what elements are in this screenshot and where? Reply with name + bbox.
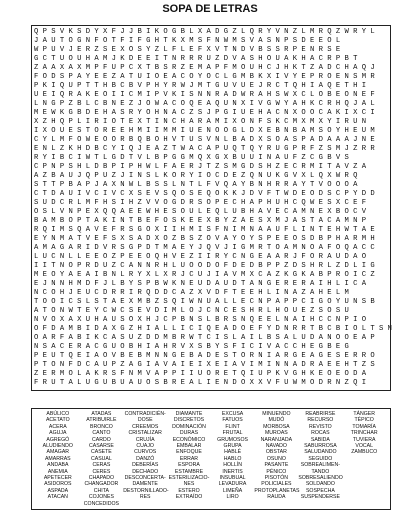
grid-row: M E O Y A E A I B N L R Y X L X R J C U J I A V M X C A Z K G K A B P R O I C Z (34, 271, 375, 279)
grid-row: W P U V J E R Z S E X O S Y Z L F L E F X V T N D V B S S R P E N R S E (34, 46, 341, 54)
word-item: FRUTAL (222, 430, 243, 437)
word-item: DANZÓ (136, 455, 155, 462)
grid-row: E Y N M A T V E F S X S A D X O Z B S Z O V A Y O Y S P E E O S D B P H A R M H (34, 235, 375, 243)
word-item: LEVADURA (218, 481, 247, 488)
word-item: ATRIBUIRLE (86, 417, 117, 424)
word-item: DESCONCERTA- (124, 475, 166, 482)
grid-row: A Z B A U J Q P U Z J I N S L K O R Y I O C D E Z Q N U K G V X L Q X W R Q (34, 172, 358, 180)
word-item: FLINT (225, 423, 240, 430)
word-item: TRINCHAR (350, 430, 378, 437)
word-item: ASPADA (47, 487, 69, 494)
grid-row: N V O X A X U H A U S O X H J C P B N S L B R S N Q E E L N A I H C C N P I O (34, 316, 367, 324)
word-item: AMARRAS (44, 455, 71, 462)
word-item: RES (139, 494, 151, 501)
grid-row: Q P S V K S D Y X F J J B I K O G B L X A D G Z L Q R Y V N Z L M R Q Z W R Y L (34, 28, 375, 36)
word-item: REVISTO (309, 423, 332, 430)
word-item: CHITA (93, 487, 109, 494)
word-column (254, 411, 298, 507)
word-item: CONTRADICIÉN- (124, 411, 166, 417)
word-column (342, 411, 386, 507)
word-item: ACERA (48, 423, 67, 430)
word-item: ANDABA (47, 462, 69, 469)
word-item: SOBRESALIENDO (298, 475, 343, 482)
grid-row: F O D S P A Y E E Z A T U I O E A C O Y O C L G M B K X I V Y E P R O E N S M R (34, 73, 375, 81)
word-item: PASANTE (264, 462, 289, 469)
word-item: CUAJO (136, 443, 154, 450)
word-item: FATUOS (222, 417, 243, 424)
word-item: SUSPENDERSE (300, 494, 340, 501)
word-item: TÉPICO (354, 417, 374, 424)
word-item: SOLDANDO (305, 481, 335, 488)
word-item: SABURROSA (304, 443, 337, 450)
word-item: COJONES (88, 494, 114, 501)
word-item: NARANJADA (260, 436, 293, 443)
grid-row: Z E R M O L A K R S F N M V A P P I I U O R E T Q I U P K V G H K E O E O D A (34, 370, 367, 378)
word-item: PROTOPLANETAS (254, 487, 300, 494)
word-item: OBSTAR (265, 449, 287, 456)
word-item: CRUJÍA (135, 436, 155, 443)
word-item: LIRO (226, 494, 239, 501)
word-item: AMAGAR (46, 449, 70, 456)
grid-row: U E I Q R A K E O I I C M I P V K I S N N R A D W R A H S W X C L O B E O N E F (34, 91, 375, 99)
word-item: CANTO (92, 430, 111, 437)
word-item: EMBALAR (176, 443, 202, 450)
grid-row: B A M B O P T A K I N T B E F O S K E E X B Y Z A E S X M J A S T A C A M N P (34, 217, 367, 225)
word-item: AGUJA (49, 430, 67, 437)
grid-row: G C T U O U H A M J K D E E I T N R R R U Z D V A S H O U A K H A C R P B T (34, 55, 358, 63)
word-item: MINUENDO (262, 411, 291, 417)
word-item: HABLÉ (224, 449, 242, 456)
word-item: CERAS (92, 462, 111, 469)
word-item: DECHADO (132, 468, 159, 475)
word-item: AGREGÓ (46, 436, 70, 443)
grid-row: O F D A M B I D A X G Z H I A L L I C I Q E A D O E F Y D N R R T B C B I O L T S N (34, 325, 392, 333)
word-item: NES (183, 481, 195, 488)
word-column (211, 411, 255, 507)
word-item: RECURSO (307, 417, 334, 424)
grid-row: R Y I B C I W T L G D T V L B P G G M Q X G X B U U I N A U F Z C G B V S (34, 154, 349, 162)
grid-row: M E W K G B D E H A S R Y O H N A C Z S J P G I U E H A C N X O O C A K I X C I (34, 109, 375, 117)
word-item: ANEMIA (47, 468, 68, 475)
word-item: INSUBUAL (219, 475, 246, 482)
word-item: HOLLÍN (223, 462, 242, 469)
word-item: CASETE (91, 449, 112, 456)
word-item: ERRAR (179, 455, 199, 462)
word-item: SOSPECHA (305, 487, 335, 494)
grid-row: O S L V N P E X Q Q A E E W H E S O U L E Q L U B H A V E C A M N E X B O C V (34, 208, 367, 216)
word-item: RAUDA (267, 494, 286, 501)
word-item: BRONCO (90, 423, 113, 430)
word-item: INERTIS (222, 468, 243, 475)
grid-row: R Q I M S Q A V E F R S G O X I I H M I S F N I M N A A U F L I N T E H W T A E (34, 226, 375, 234)
word-item: HABLO (223, 455, 242, 462)
grid-row: P E U T Q E I A O V B E B M N N G E B A D E S T O R N I A R G E A G E S E R R O (34, 352, 375, 360)
word-item: DEBERÍAS (132, 462, 159, 469)
grid-row: S U D C R L M F H S I H Z V V O G D R S O P E C H A P H U H C Q W E S X C E F (34, 199, 367, 207)
word-item: ALUDIENDO (42, 443, 73, 450)
word-item: CASARSE (88, 443, 114, 450)
word-item: CARDO (92, 436, 111, 443)
word-column (80, 411, 124, 507)
grid-row: E N L Z K H D B C Y I Q J E A Z T W A C A P U Q T Q Y R U G P R F Z S M J Z R R (34, 145, 375, 153)
word-item: ROCAS (311, 430, 330, 437)
word-item: GRUMOSOS (217, 436, 248, 443)
letter-grid (31, 25, 391, 391)
word-column (298, 411, 342, 507)
word-item: EXCUSA (221, 411, 244, 417)
word-column (36, 411, 80, 507)
word-item: SOBREALIMEN- (300, 462, 340, 469)
grid-row: O A R F A B I K C A S U Z D D M B R W T C I S L A I L B S A L U D A N O O E A P (34, 334, 375, 342)
word-item: PISOTÓN (264, 475, 289, 482)
word-item: CERES (92, 468, 111, 475)
grid-row: E J N N H M D F J L B Y S P B W K N E U D A U D T A N G E R E R A I H L I C A (34, 280, 367, 288)
word-item: PÉNICO (266, 468, 287, 475)
word-column (167, 411, 211, 507)
grid-row: A T O N W T E Y C W C S E V D I M L O J C N C E S H R L H O U E Z S O S U (34, 307, 349, 315)
word-item: CHANGADOR (84, 481, 119, 488)
word-item: NAVADO (265, 443, 287, 450)
word-item: OSUNO (266, 455, 286, 462)
word-item: ATADAS (91, 411, 112, 417)
word-item: CREEMOS (132, 423, 159, 430)
word-item: TANDO (311, 468, 330, 475)
word-item: ACETATO (45, 417, 70, 424)
word-item: CURVOS (134, 449, 157, 456)
word-item: LIMEÑA (222, 487, 243, 494)
grid-row: Z A A X A X M P F U P C X T B S R Z E M A P F M O U H C J H K T Z A D C H A Q J (34, 64, 375, 72)
word-item: POLICIALES (261, 481, 292, 488)
word-item: CONCEDIDOS (83, 500, 119, 507)
word-item: SABIDA (310, 436, 330, 443)
word-column (123, 411, 167, 507)
word-item: DIAMANTE (175, 411, 203, 417)
word-item: ABÚLICO (46, 411, 70, 417)
word-item: ESTERO (178, 487, 200, 494)
grid-row: N S A C E R A C G U O B H I A H R V X S B Y S F I C I V A C C H E G B E G (34, 343, 349, 351)
word-item: ESPORA (178, 462, 200, 469)
grid-row: C T D A U I V C I V C X S E V S Q O S E Q O K K J D V F T W D E O D S C P Y D D (34, 190, 375, 198)
grid-row: I X O U E S T O R E E H M I I M M I U E N O O G L D X E B N B A M S O Y H E U M (34, 127, 375, 135)
word-item: CHAPADO (88, 475, 115, 482)
word-item: EXTRAÍDO (175, 494, 203, 501)
grid-row: P T O N F D C A U P Z A G I A V A I E I X E I A V I M I N N A D R A E E H T Z S (34, 361, 375, 369)
word-item: ASIDOROS (44, 481, 72, 488)
word-item: GRUPA (223, 443, 242, 450)
grid-row: F R U T A L U G U B U A U O S B R E A L I E N D O X X V F U W M O D R N Z Q I (34, 379, 367, 387)
word-item: REABRIRSE (305, 411, 336, 417)
word-item: TOMARÍA (352, 423, 376, 430)
word-item: MORBOSA (263, 423, 290, 430)
grid-row: N C O H J E U C D R R I R Q D D C A Z X V D F T E E H L I N A Z A H E L M (34, 289, 349, 297)
word-item: DISCRETOS (173, 417, 205, 424)
word-item: TÁNGER (353, 411, 375, 417)
word-item: ENFOQUE (176, 449, 202, 456)
grid-row: S T T P B A P J A X N W L B S S L N T L F V Q A Y B N H R R A Y T V O O O A (34, 181, 358, 189)
word-item: ESTAMBRE (174, 468, 204, 475)
word-item: MUROAS (264, 430, 288, 437)
word-item: ESTERILIZACIO- (168, 475, 210, 482)
word-item: DESTORNILLADO- (123, 487, 169, 494)
puzzle-title: SOPA DE LETRAS (162, 3, 258, 15)
word-item: DOMINACIÓN (172, 423, 206, 430)
word-item: DOSE (137, 417, 153, 424)
word-list (31, 408, 391, 510)
grid-row: J A U T O G N F O T F I F G H T K X M S F N W M S V A S N P S D E E O L (34, 37, 341, 45)
grid-row: I I T N O P R D U Z C A N N R H L U O O D O F D E D B P P Z D S H R L Z D L I G (34, 262, 375, 270)
grid-row: X Z H Q P L I R I O T E X T I N C H A R A M I X O N F S K C M X M X Y I R U N (34, 118, 367, 126)
word-item: APETECER (43, 475, 72, 482)
word-item: TUVIERA (352, 436, 376, 443)
word-item: ATACAN (47, 494, 68, 501)
word-item: MUDÓ (268, 417, 285, 424)
grid-row: T O O I C S L S T A E X M B Z S Q I W N U A L L E C N P A P P C I G O Y U N S B (34, 298, 375, 306)
word-item: SALUDANDO (304, 449, 337, 456)
grid-row: L U C N L L E E O Z P E E O Q H V E Z I I R Y C N G E A A R J F O R A U D A O (34, 253, 367, 261)
word-item: VOCAL (355, 443, 373, 450)
word-item: CRISTALIZAR (128, 430, 162, 437)
word-item: DURAS (179, 430, 199, 437)
word-item: SEGUIDO (308, 455, 333, 462)
grid-row: L N G P Z B L C B N E Z J O W A C O Q E A Q U N X I V G W Y A H K C R H Q J A L (34, 100, 375, 108)
grid-row: C P N P S H L D B P I P H W L F A E R J T Z S M G D S H Z E C R M I T A V Z A (34, 163, 367, 171)
grid-row: A M A G A R I D V R S G P D T M A E Y J Q V J I G M R T O A M N O A F O Q A C C (34, 244, 375, 252)
grid-row: P K I Q U P T T H B C B V P H Y R W J M T G U V U E J R C T Q H I A Q E T H I (34, 82, 367, 90)
word-item: ECONÓMICO (172, 436, 206, 443)
grid-row: C Y L M F O W E O O R B Q B O H V T U S V N L B A D X S O A S P A D A A A J N E (34, 136, 375, 144)
word-item: DAMENTE (132, 481, 158, 488)
word-item: ZAMBUCO (351, 449, 378, 456)
word-item: CASUAL (91, 455, 112, 462)
